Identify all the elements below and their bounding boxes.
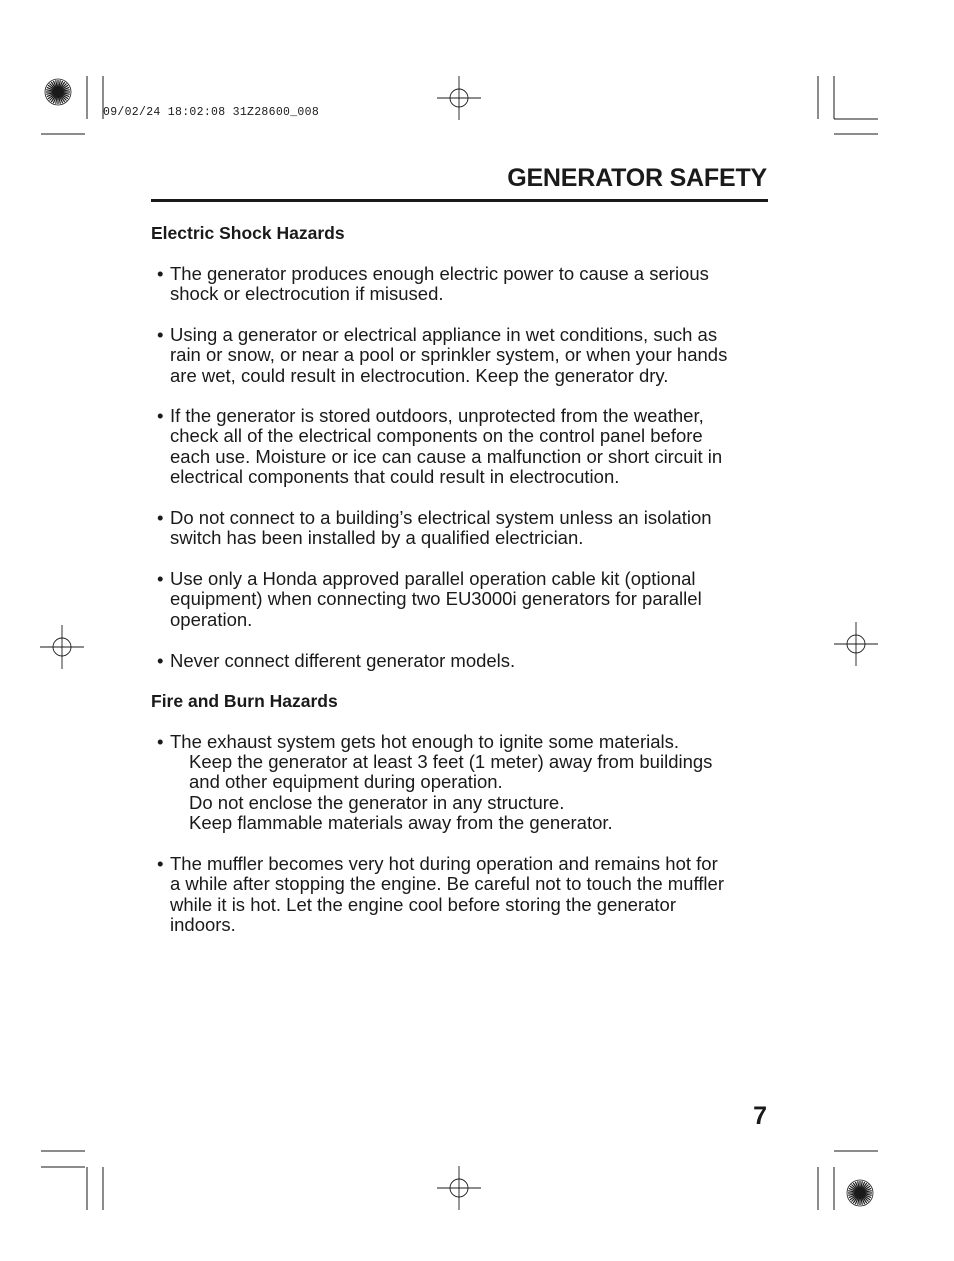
- list-item-text: Using a generator or electrical appliance in wet conditions, such as rain or snow, or near a pool or sprinkler system, or when your hands are wet, could result in electrocution. Keep the generator dry.: [170, 324, 728, 386]
- list-item-text: Do not connect to a building’s electrical system unless an isolation switch has been installed by a qualified electrician.: [170, 507, 712, 549]
- bullet: •: [157, 405, 164, 426]
- list-item-subtext: Keep the generator at least 3 feet (1 meter) away from buildings and other equipment during operation. Do not enclose the generator in any structure. Keep flammable materials away from the generator.: [189, 751, 713, 833]
- page-number: 7: [753, 1102, 767, 1130]
- crosshair-left: [40, 625, 84, 669]
- list-item-text: Never connect different generator models.: [170, 650, 516, 671]
- bullet: •: [157, 324, 164, 345]
- registration-sunburst-bottom-right: [847, 1180, 873, 1206]
- list-item-text: Use only a Honda approved parallel operation cable kit (optional equipment) when connecting two EU3000i generators for parallel operation.: [170, 568, 702, 630]
- print-timestamp: 09/02/24 18:02:08 31Z28600_008: [103, 106, 320, 119]
- bullet: •: [157, 731, 164, 752]
- list-item-text: The exhaust system gets hot enough to ignite some materials.: [170, 731, 680, 752]
- section-heading-electric-shock: Electric Shock Hazards: [151, 223, 345, 243]
- bullet: •: [157, 568, 164, 589]
- bullet: •: [157, 507, 164, 528]
- list-item-text: The muffler becomes very hot during operation and remains hot for a while after stopping the engine. Be careful not to touch the muffler while it is hot. Let the engine cool before storing the generator indoors.: [170, 853, 724, 935]
- crosshair-top-center: [437, 76, 481, 120]
- list-item-text: The generator produces enough electric power to cause a serious shock or electrocution if misused.: [170, 263, 709, 305]
- registration-sunburst-top-left: [45, 79, 71, 105]
- bullet: •: [157, 650, 164, 671]
- bullet: •: [157, 853, 164, 874]
- page-title: GENERATOR SAFETY: [507, 164, 767, 192]
- crosshair-right: [834, 622, 878, 666]
- bullet: •: [157, 263, 164, 284]
- title-rule: [151, 199, 768, 202]
- corner-trim-lines: [41, 76, 878, 1210]
- crosshair-bottom-center: [437, 1166, 481, 1210]
- section-heading-fire-burn: Fire and Burn Hazards: [151, 691, 338, 711]
- list-item-text: If the generator is stored outdoors, unprotected from the weather, check all of the electrical components on the control panel before each use. Moisture or ice can cause a malfunction or short circuit in electrical components that could result in electrocution.: [170, 405, 723, 487]
